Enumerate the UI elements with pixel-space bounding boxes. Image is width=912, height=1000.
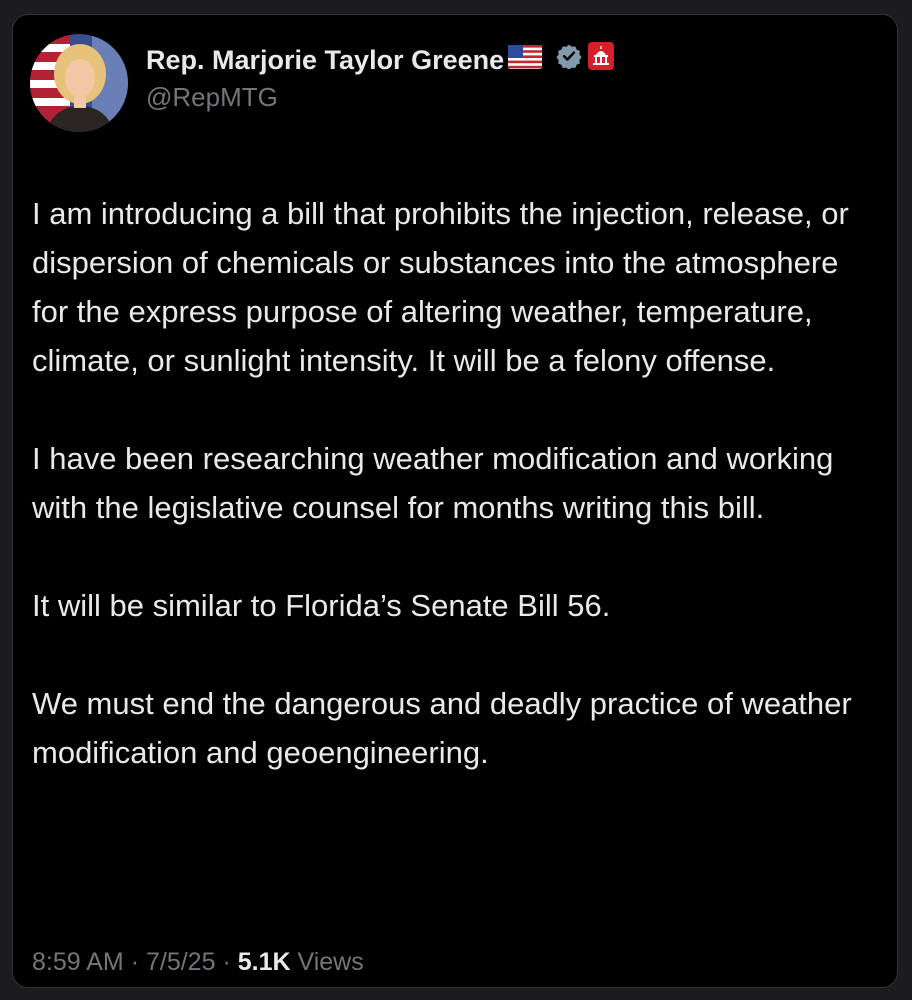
- tweet-paragraph: I am introducing a bill that prohibits the injection, release, or dispersion of chemicals or substances into the atmosphere for the express purpose of altering weather, temperature, climate, or sunlight intensity. It will be a felony offense.: [32, 196, 849, 378]
- meta-separator: ·: [222, 948, 231, 976]
- author-identity: [146, 42, 614, 114]
- tweet-header: [30, 34, 614, 132]
- tweet-body: [32, 189, 882, 777]
- tweet-time[interactable]: 8:59 AM: [32, 948, 124, 976]
- views-count[interactable]: 5.1K: [237, 948, 291, 976]
- avatar[interactable]: [30, 34, 128, 132]
- views-label: Views: [297, 948, 364, 976]
- author-name[interactable]: Rep. Marjorie Taylor Greene: [146, 45, 505, 75]
- capitol-badge-icon[interactable]: [588, 42, 614, 78]
- avatar-image: [30, 34, 128, 132]
- author-handle[interactable]: @RepMTG: [146, 82, 278, 112]
- verified-badge-icon[interactable]: [556, 43, 582, 77]
- meta-separator: ·: [130, 948, 140, 976]
- tweet-meta: [32, 945, 364, 979]
- tweet-paragraph: It will be similar to Florida’s Senate Bill 56.: [32, 588, 611, 623]
- author-name-row: [146, 42, 614, 78]
- tweet-paragraph: I have been researching weather modification and working with the legislative counsel for months writing this bill.: [32, 441, 834, 525]
- us-flag-icon: [508, 43, 542, 77]
- tweet-paragraph: We must end the dangerous and deadly practice of weather modification and geoengineering.: [32, 686, 852, 770]
- tweet-card: [12, 14, 898, 988]
- tweet-date[interactable]: 7/5/25: [145, 948, 216, 976]
